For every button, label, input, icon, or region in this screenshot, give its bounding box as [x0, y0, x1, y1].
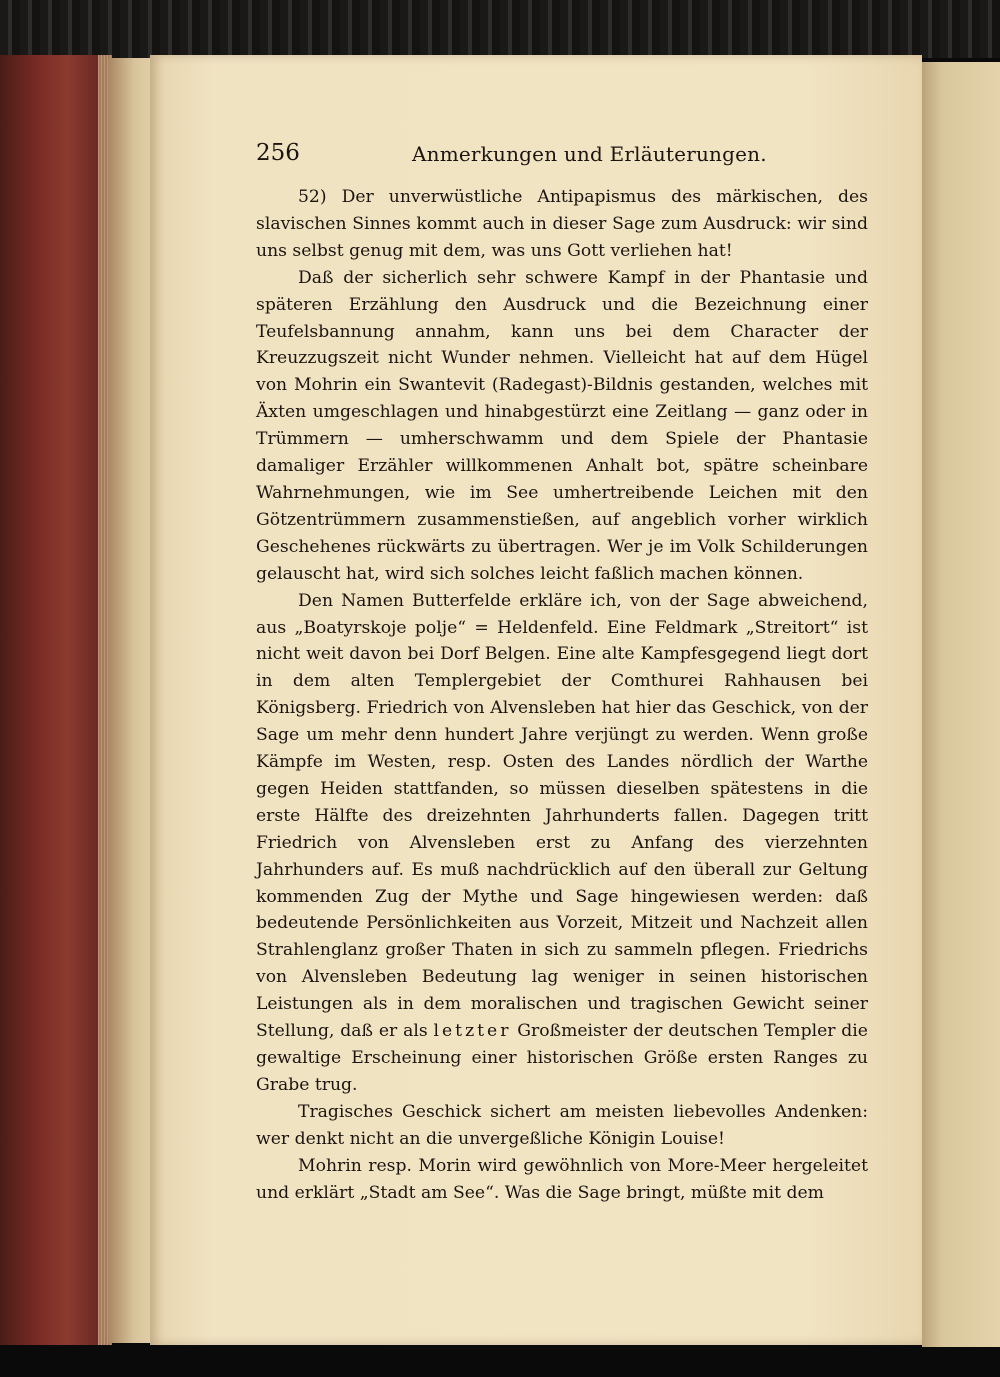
- page-content: [256, 140, 868, 1206]
- paragraph-mohrin: Mohrin resp. Morin wird gewöhnlich von More-Meer hergeleitet und erklärt „Stadt am See“. Was die Sage bringt, müßte mit dem: [256, 1155, 868, 1203]
- page-header: [256, 140, 868, 174]
- book-fore-edge: [0, 55, 112, 1345]
- running-head: Anmerkungen und Erläuterungen.: [412, 142, 767, 166]
- left-page-edge: [108, 58, 152, 1343]
- paragraph-note-52: 52) Der unverwüstliche Antipapismus des märkischen, des slavischen Sinnes kommt auch in dieser Sage zum Ausdruck: wir sind uns selbst genug mit dem, was uns Gott verliehen hat!: [256, 187, 868, 261]
- paragraph-louise: Tragisches Geschick sichert am meisten liebevolles Andenken: wer denkt nicht an die unvergeßliche Königin Louise!: [256, 1101, 868, 1149]
- emphasis-letzter: letzter: [433, 1021, 512, 1042]
- book-top-edge: [0, 0, 1000, 58]
- paragraph-butterfelde-end: Großmeister der deutschen Templer die gewaltige Erscheinung einer historischen Größe ersten Ranges zu Grabe trug.: [256, 1021, 868, 1095]
- paragraph-butterfelde-text: Den Namen Butterfelde erkläre ich, von der Sage abweichend, aus „Boatyrskoje polje“ = Heldenfeld. Eine Feldmark „Streitort“ ist nicht weit davon bei Dorf Belgen. Eine alte Kampfesgegend liegt dort in dem alten Templergebiet der Comthurei Rahhausen bei Königsberg. Friedrich von Alvensleben hat hier das Geschick, von der Sage um mehr denn hundert Jahre verjüngt zu werden. Wenn große Kämpfe im Westen, resp. Osten des Landes nördlich der Warthe gegen Heiden stattfanden, so müssen dieselben spätestens in die erste Hälfte des dreizehnten Jahrhunderts fallen. Dagegen tritt Friedrich von Alvensleben erst zu Anfang des vierzehnten Jahrhunders auf. Es muß nachdrücklich auf den überall zur Geltung kommenden Zug der Mythe und Sage hingewiesen werden: daß bedeutende Persönlichkeiten aus Vorzeit, Mitzeit und Nachzeit allen Strahlenglanz großer Thaten in sich zu sammeln pflegen. Friedrichs von Alvensleben Bedeutung lag weniger in seinen historischen Leistungen als in dem moralischen und tragischen Gewicht seiner Stellung, daß er als: [256, 590, 868, 1042]
- right-page-edge: [922, 62, 1000, 1347]
- paragraph-kampf: Daß der sicherlich sehr schwere Kampf in der Phantasie und späteren Erzählung den Ausdruck und die Bezeichnung einer Teufelsbannung annahm, kann uns bei dem Character der Kreuzzugszeit nicht Wunder nehmen. Vielleicht hat auf dem Hügel von Mohrin ein Swantevit (Radegast)-Bildnis gestanden, welches mit Äxten umgeschlagen und hinabgestürzt eine Zeitlang — ganz oder in Trümmern — umherschwamm und dem Spiele der Phantasie damaliger Erzähler willkommenen Anhalt bot, spätre scheinbare Wahrnehmungen, wie im See umhertreibende Leichen mit den Götzentrümmern zusammenstießen, auf angeblich vorher wirklich Geschehenes rückwärts zu übertragen. Wer je im Volk Schilderungen gelauscht hat, wird sich solches leicht faßlich machen können.: [256, 267, 868, 584]
- paragraph-butterfelde: [256, 588, 868, 1099]
- page-number: 256: [256, 140, 300, 166]
